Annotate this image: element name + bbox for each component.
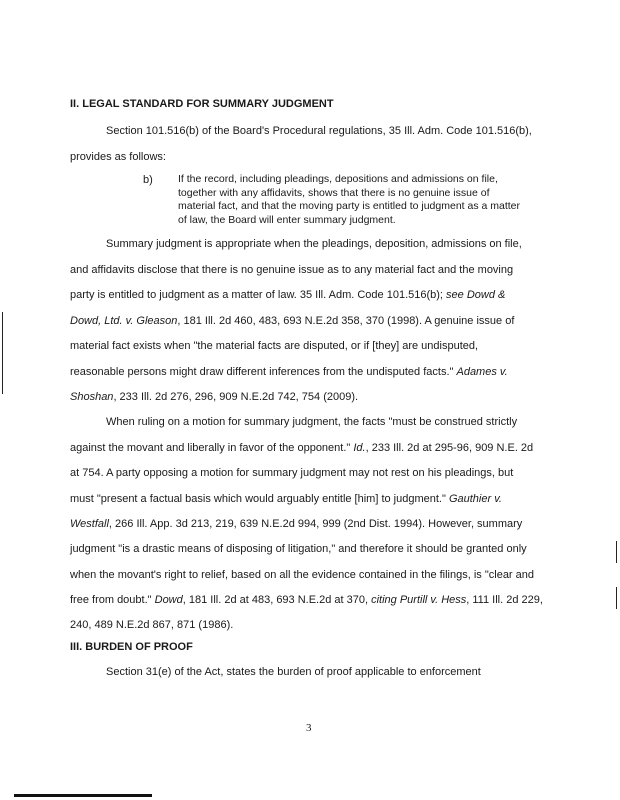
text-run: against the movant and liberally in favor of the opponent." [70, 442, 354, 454]
paragraph-line [70, 442, 533, 455]
paragraph-line: When ruling on a motion for summary judgment, the facts "must be construed strictly [106, 416, 518, 428]
paragraph-line [70, 518, 522, 531]
text-run: , 181 Ill. 2d at 483, 693 N.E.2d at 370, [182, 594, 372, 606]
case-citation: Adames v. [456, 366, 508, 378]
paragraph-line: Section 101.516(b) of the Board's Procedural regulations, 35 Ill. Adm. Code 101.516(b), [106, 125, 532, 137]
case-citation: Dowd, Ltd. v. Gleason [70, 315, 178, 327]
text-run: party is entitled to judgment as a matter of law. 35 Ill. Adm. Code 101.516(b); [70, 289, 447, 301]
paragraph-line: Summary judgment is appropriate when the pleadings, deposition, admissions on file, [106, 238, 522, 250]
text-run: must "present a factual basis which would arguably entitle [him] to judgment." [70, 493, 449, 505]
paragraph-line: and affidavits disclose that there is no genuine issue as to any material fact and the moving [70, 264, 514, 276]
margin-change-bar [616, 587, 617, 609]
paragraph-line: material fact exists when "the material facts are disputed, or if [they] are undisputed, [70, 340, 479, 352]
paragraph-line: at 754. A party opposing a motion for summary judgment may not rest on his pleadings, but [70, 467, 514, 479]
margin-change-bar [2, 312, 3, 394]
paragraph-line [70, 594, 543, 607]
paragraph-line [70, 289, 505, 302]
paragraph-line: judgment "is a drastic means of disposing of litigation," and therefore it should be granted only [70, 543, 527, 555]
text-run: , 181 Ill. 2d 460, 483, 693 N.E.2d 358, 370 (1998). A genuine issue of [177, 315, 515, 327]
case-citation: Westfall [70, 518, 109, 530]
paragraph-line [70, 366, 508, 379]
text-run: free from doubt." [70, 594, 155, 606]
blockquote-text: If the record, including pleadings, depositions and admissions on file, together with any affidavits, shows that there is no genuine issue of material fact, and that the moving party is entitled to judgment as a matter of law, the Board will enter summary judgment. [178, 173, 521, 226]
paragraph-line: provides as follows: [70, 151, 166, 163]
text-run: , 233 Ill. 2d 276, 296, 909 N.E.2d 742, 754 (2009). [113, 391, 359, 403]
paragraph-line [70, 315, 514, 328]
case-citation: Id. [353, 442, 366, 454]
margin-change-bar [616, 541, 617, 563]
paragraph-line [70, 391, 358, 404]
case-citation: Gauthier v. [448, 493, 502, 505]
bottom-rule [14, 794, 152, 797]
text-run: reasonable persons might draw different inferences from the undisputed facts." [70, 366, 457, 378]
text-run: , 266 Ill. App. 3d 213, 219, 639 N.E.2d 994, 999 (2nd Dist. 1994). However, summary [108, 518, 523, 530]
section-heading-legal-standard: II. LEGAL STANDARD FOR SUMMARY JUDGMENT [70, 98, 334, 110]
paragraph-line [70, 493, 502, 506]
paragraph-line: 240, 489 N.E.2d 867, 871 (1986). [70, 619, 234, 631]
text-run: , 233 Ill. 2d at 295-96, 909 N.E. 2d [365, 442, 534, 454]
paragraph-line: when the movant's right to relief, based on all the evidence contained in the filings, is "clear and [70, 569, 535, 581]
blockquote-label: b) [143, 174, 153, 186]
paragraph-line: Section 31(e) of the Act, states the burden of proof applicable to enforcement [106, 666, 481, 678]
section-heading-burden-of-proof: III. BURDEN OF PROOF [70, 641, 193, 653]
case-citation: Dowd [154, 594, 183, 606]
case-citation: citing Purtill v. Hess [371, 594, 467, 606]
case-citation: see Dowd & [446, 289, 506, 301]
case-citation: Shoshan [70, 391, 114, 403]
text-run: , 111 Ill. 2d 229, [466, 594, 543, 606]
page-number: 3 [306, 722, 312, 734]
